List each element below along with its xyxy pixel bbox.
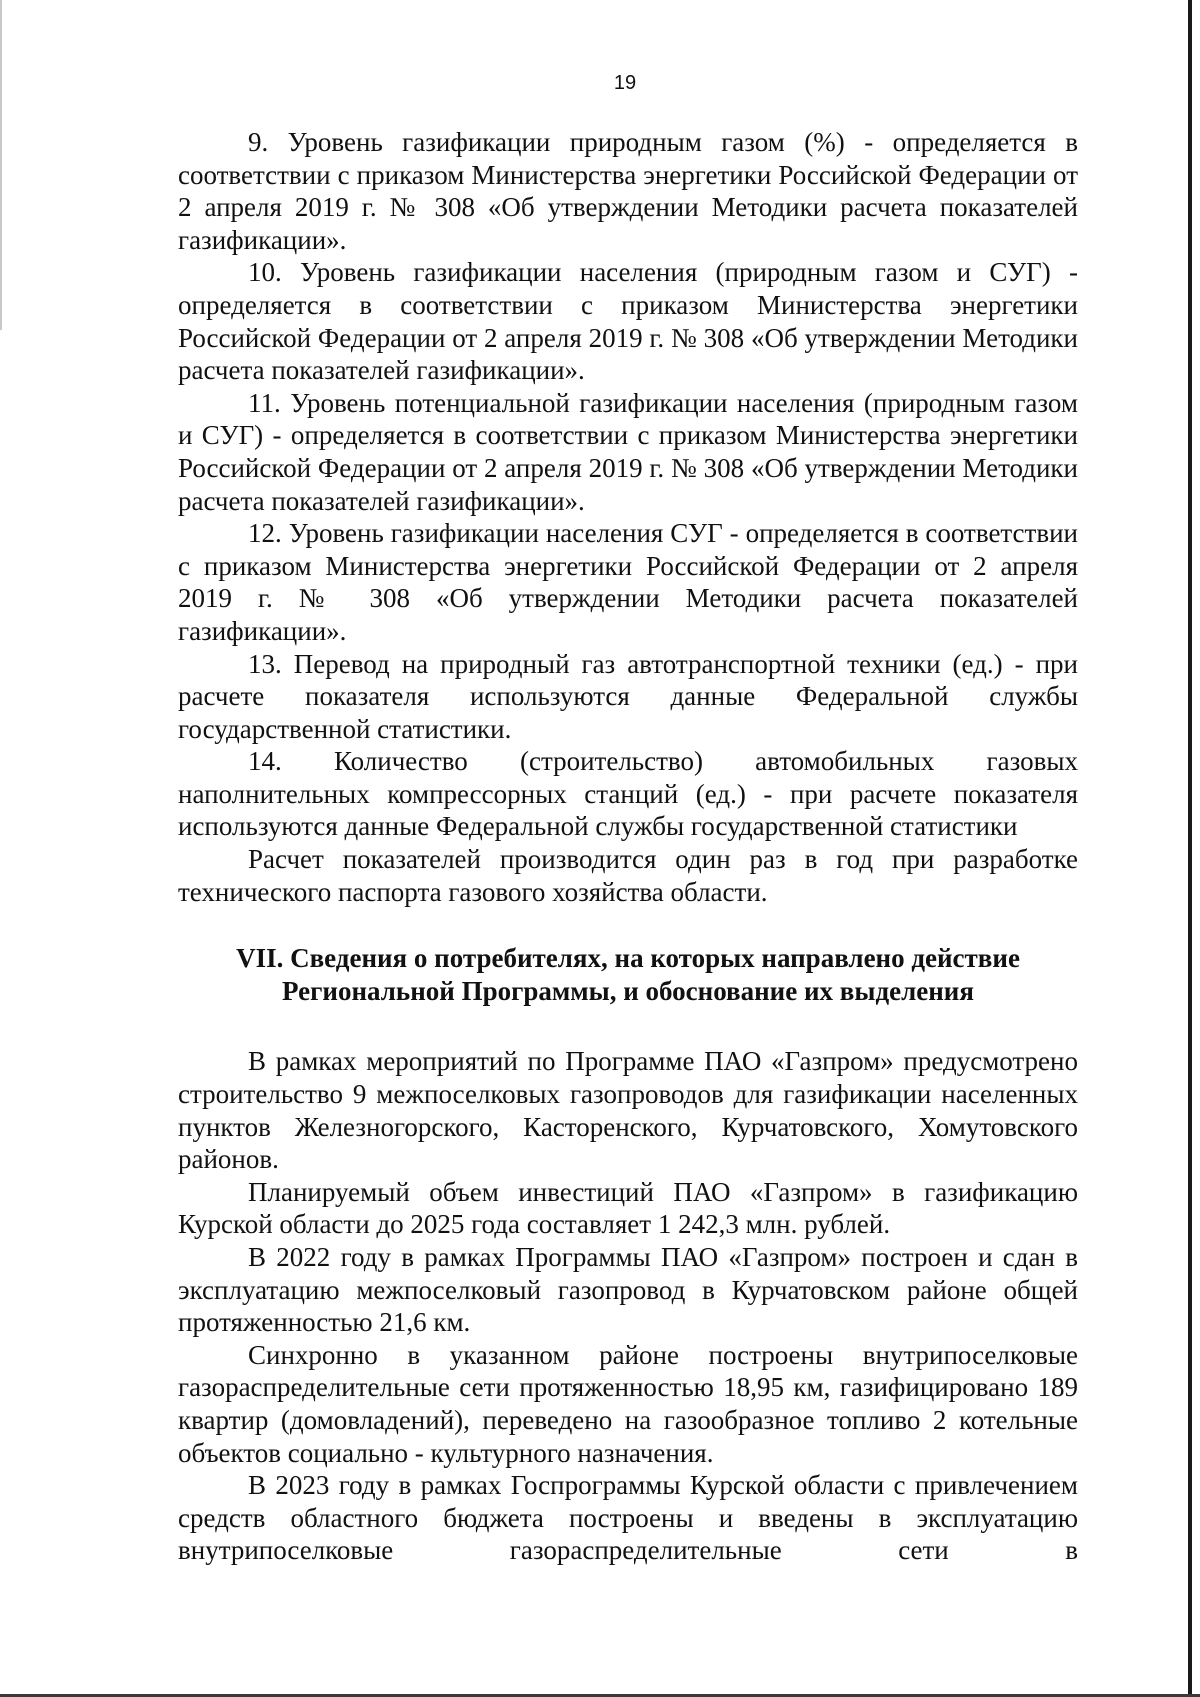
section-heading-line-1: VII. Сведения о потребителях, на которых направлено действие xyxy=(236,943,1020,974)
section-heading xyxy=(178,942,1078,1007)
document-body xyxy=(178,126,1078,1567)
paragraph-item-9: 9. Уровень газификации природным газом (%) - определяется в соответствии с приказом Министерства энергетики Российской Федерации от 2 апреля 2019 г. № 308 «Об утверждении Методики расчета показателей газификации». xyxy=(178,127,1078,255)
paragraph-item-13: 13. Перевод на природный газ автотранспортной техники (ед.) - при расчете показателя используются данные Федеральной службы государственной статистики. xyxy=(178,648,1078,744)
section-heading-line-2: Региональной Программы, и обоснование их выделения xyxy=(282,975,974,1006)
paragraph-distribution-networks: Синхронно в указанном районе построены внутрипоселковые газораспределительные сети протяженностью 18,95 км, газифицировано 189 квартир (домовладений), переведено на газообразное топливо 2 котельные объектов социально - культурного назначения. xyxy=(178,1339,1078,1468)
paragraph-item-10: 10. Уровень газификации населения (природным газом и СУГ) - определяется в соответствии с приказом Министерства энергетики Российской Федерации от 2 апреля 2019 г. № 308 «Об утверждении Методики расчета показателей газификации». xyxy=(178,257,1078,386)
paragraph-item-12: 12. Уровень газификации населения СУГ - определяется в соответствии с приказом Министерства энергетики Российской Федерации от 2 апреля 2019 г. № 308 «Об утверждении Методики расчета показателей газификации». xyxy=(178,518,1078,646)
paragraph-item-11: 11. Уровень потенциальной газификации населения (природным газом и СУГ) - определяется в соответствии с приказом Министерства энергетики Российской Федерации от 2 апреля 2019 г. № 308 «Об утверждении Методики расчета показателей газификации». xyxy=(178,387,1078,516)
paragraph-2022-pipeline: В 2022 году в рамках Программы ПАО «Газпром» построен и сдан в эксплуатацию межпоселковый газопровод в Курчатовском районе общей протяженностью 21,6 км. xyxy=(178,1242,1078,1338)
scan-edge-left xyxy=(0,0,2,330)
paragraph-gazprom-program: В рамках мероприятий по Программе ПАО «Газпром» предусмотрено строительство 9 межпоселковых газопроводов для газификации населенных пунктов Железногорского, Касторенского, Курчатовского, Хомутовского районов. xyxy=(178,1046,1078,1175)
paragraph-investment-volume: Планируемый объем инвестиций ПАО «Газпром» в газификацию Курской области до 2025 года составляет 1 242,3 млн. рублей. xyxy=(178,1176,1078,1240)
paragraph-calculation-note: Расчет показателей производится один раз в год при разработке технического паспорта газового хозяйства области. xyxy=(178,844,1078,907)
paragraph-item-14: 14. Количество (строительство) автомобильных газовых наполнительных компрессорных станций (ед.) - при расчете показателя используются данные Федеральной службы государственной статистики xyxy=(178,746,1078,842)
scan-edge-right xyxy=(1188,0,1192,1697)
page-number: 19 xyxy=(613,72,637,94)
paragraph-2023-state-program: В 2023 году в рамках Госпрограммы Курской области с привлечением средств областного бюджета построены и введены в эксплуатацию внутрипоселковые газораспределительные сети в xyxy=(178,1470,1078,1566)
